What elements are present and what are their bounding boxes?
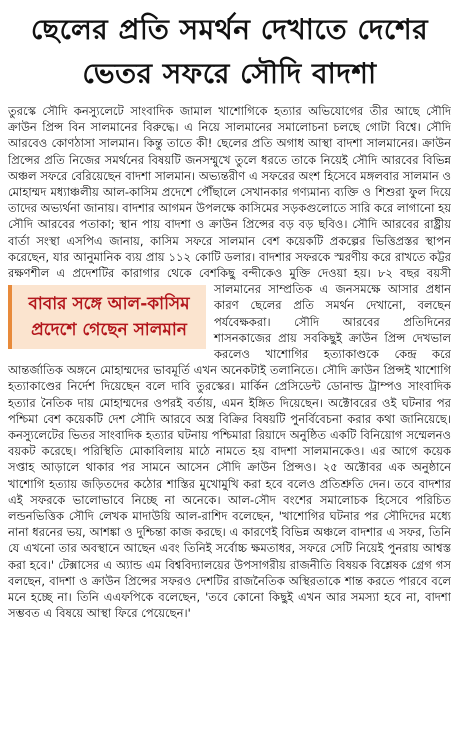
pull-quote-line-2: প্রদেশে গেছেন সালমান xyxy=(31,320,187,341)
headline-line-1: ছেলের প্রতি সমর্থন দেখাতে দেশের xyxy=(30,13,429,46)
article-paragraph: সালমানের সাম্প্রতিক এ জনসমক্ষে আসার প্রধান কারণ ছেলের প্রতি সমর্থন দেখানো, বলছেন পর্যবেক্ষকরা। সৌদি আরবের প্রতিদিনের শাসনকাজের প্রায় সবকিছুই ক্রাউন প্রিন্স দেখভাল করলেও খাশোগির হত্যাকাণ্ডকে কেন্দ্র করে আন্তর্জাতিক অঙ্গনে মোহাম্মদের ভাবমূর্তি এখন অনেকটাই তলানিতে। সৌদি ক্রাউন প্রিন্সই খাশোগি হত্যাকাণ্ডের নির্দেশ দিয়েছেন বলে দাবি তুরস্কের। মার্কিন প্রেসিডেন্ট ডোনাল্ড ট্রাম্পও সাংবাদিক হত্যার নৈতিক দায় মোহাম্মদের ওপরই বর্তায়, এমন ইঙ্গিত দিয়েছেন। অক্টোবরের ওই ঘটনার পর পশ্চিমা বেশ কয়েকটি দেশ সৌদি আরবে অস্ত্র বিক্রির বিষয়টি পুনর্বিবেচনা করার কথা জানিয়েছে। কনস্যুলেটের ভিতর সাংবাদিক হত্যার ঘটনায় পশ্চিমারা রিয়াদে অনুষ্ঠিত একটি বিনিয়োগ সম্মেলনও বয়কট করেছে। পরিস্থিতি মোকাবিলায় মাঠে নামতে হয় বাদশা সালমানকেও। এর আগে কয়েক সপ্তাহ আড়ালে থাকার পর সামনে আসেন সৌদি ক্রাউন প্রিন্সও। ২৫ অক্টোবর এক অনুষ্ঠানে খাশোগি হত্যায় জড়িতদের কঠোর শাস্তির মুখোমুখি করা হবে বলেও প্রতিশ্রুতি দেন। তবে বাদশার এই সফরকে ভালোভাবে নিচ্ছে না অনেকে। আল-সৌদ বংশের সমালোচক হিসেবে পরিচিত লন্ডনভিত্তিক সৌদি লেখক মাদাউয়ি আল-রাশিদ বলেছেন, 'খাশোগির ঘটনার পর সৌদিদের মধ্যে নানা ধরনের ভয়, আশঙ্কা ও দুশ্চিন্তা কাজ করছে। এ কারণেই বিভিন্ন অঞ্চলে বাদশার এ সফর, তিনি যে এখনো তার অবস্থানে আছেন এবং তিনিই সর্বোচ্চ ক্ষমতাধর, সফরে সেটি নিয়েই পুনরায় আশ্বস্ত করা হবে।' টেক্সাসের এ অ্যান্ড এম বিশ্ববিদ্যালয়ের উপসাগরীয় রাজনীতি বিষয়ক বিশ্লেষক গ্রেগ গস বলছেন, বাদশা ও ক্রাউন প্রিন্সের সফরও দেশটির রাজনৈতিক অস্থিরতাকে শান্ত করতে পারবে বলে মনে হচ্ছে না। তিনি এএফপিকে বলেছেন, 'তবে কোনো কিছুই এখন আর সমস্যা হবে না, বাদশা সম্ভবত এ বিষয়ে আস্থা ফিরে পেয়েছেন।' xyxy=(8,282,451,621)
headline xyxy=(6,8,453,96)
article-text xyxy=(8,103,451,622)
article-paragraph-head: তুরস্কে সৌদি কনস্যুলেটে সাংবাদিক জামাল খাশোগিকে হত্যার অভিযোগের তীর আছে সৌদি ক্রাউন প্রিন্স বিন সালমানের বিরুদ্ধে। এ নিয়ে সালমানের সমালোচনা চলছে গোটা বিশ্বে। সৌদি আরবেও কোণঠাসা সালমান। কিন্তু তাতে কী! ছেলের প্রতি অগাধ আস্থা বাদশা সালমানের। ক্রাউন প্রিন্সের প্রতি নিজের সমর্থনের বিষয়টি জনসম্মুখে তুলে ধরতে তাকে নিয়েই সৌদি আরবের বিভিন্ন অঞ্চল সফরে বেরিয়েছেন বাদশা সালমান। অভ্যন্তরীণ এ সফরের অংশ হিসেবে মঙ্গলবার সালমান ও মোহাম্মদ মধ্যাঞ্চলীয় আল-কাসিম প্রদেশে পৌঁছালে সেখানকার গণ্যমান্য ব্যক্তি ও শিশুরা ফুল দিয়ে তাদের অভ্যর্থনা জানায়। বাদশার আগমন উপলক্ষে কাসিমের সড়কগুলোতে সারি করে লাগানো হয় সৌদি আরবের পতাকা; স্থান পায় বাদশা ও ক্রাউন প্রিন্সের বড় বড় ছবিও। সৌদি আরবের রাষ্ট্রীয় বার্তা সংস্থা এসপিএ জানায়, কাসিম সফরে সালমান বেশ কয়েকটি প্রকল্পের ভিত্তিপ্রস্তর স্থাপন করেছেন, যার আনুমানিক ব্যয় প্রায় ১১২ কোটি ডলার। বাদশার সফরকে স্মরণীয় করে রাখতে কট্টর রক্ষণশীল এ প্রদেশটির কারাগার থেকে বেশকিছু বন্দীকেও মুক্তি দেওয়া হয়। ৮২ বছর বয়সী xyxy=(8,104,451,281)
article-body xyxy=(8,103,451,733)
pull-quote-line-1: বাবার সঙ্গে আল-কাসিম xyxy=(28,294,190,315)
pull-quote xyxy=(8,285,206,349)
headline-line-2: ভেতর সফরে সৌদি বাদশা xyxy=(82,57,377,90)
